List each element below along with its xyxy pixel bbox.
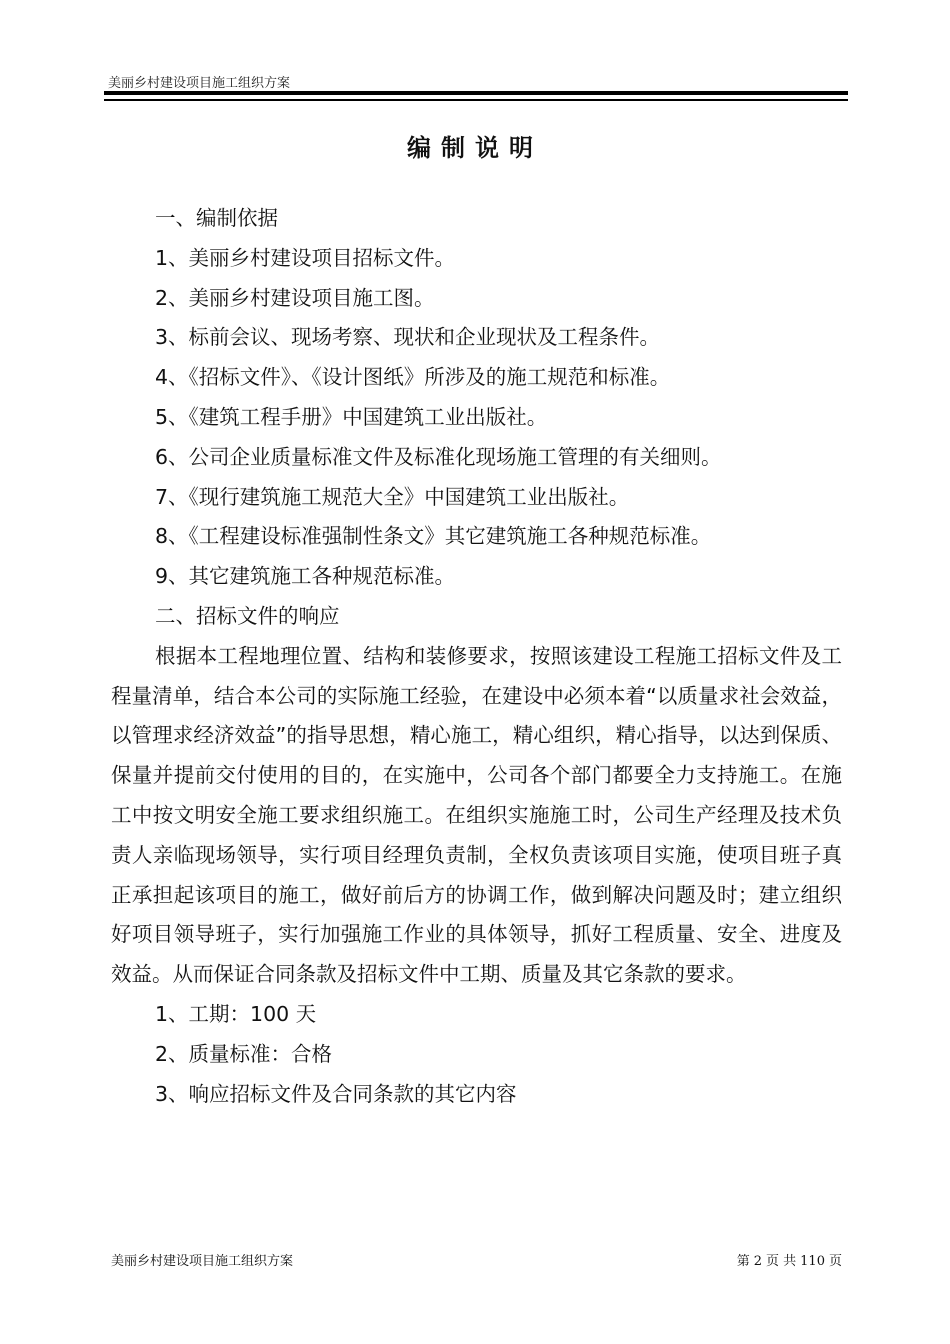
basis-item: 7、《现行建筑施工规范大全》中国建筑工业出版社。 <box>155 484 630 509</box>
document-title: 编制说明 <box>407 134 543 162</box>
basis-item: 5、《建筑工程手册》中国建筑工业出版社。 <box>155 404 548 429</box>
document-body <box>111 199 842 1114</box>
response-item: 3、响应招标文件及合同条款的其它内容 <box>155 1081 517 1106</box>
page-label-suffix: 页 <box>828 1254 842 1269</box>
response-item: 2、质量标准：合格 <box>155 1041 333 1066</box>
page-label-mid: 页 共 <box>766 1254 797 1269</box>
header-rule-thin <box>104 99 848 101</box>
section-heading-response: 二、招标文件的响应 <box>155 603 340 628</box>
basis-item: 6、公司企业质量标准文件及标准化现场施工管理的有关细则。 <box>155 444 722 469</box>
response-paragraph: 根据本工程地理位置、结构和装修要求，按照该建设工程施工招标文件及工程量清单，结合本公司的实际施工经验，在建设中必须本着“以质量求社会效益，以管理求经济效益”的指导思想，精心施工，精心组织，精心指导，以达到保质、保量并提前交付使用的目的，在实施中，公司各个部门都要全力支持施工。在施工中按文明安全施工要求组织施工。在组织实施施工时，公司生产经理及技术负责人亲临现场领导，实行项目经理负责制，全权负责该项目实施，使项目班子真正承担起该项目的施工，做好前后方的协调工作，做到解决问题及时；建立组织好项目领导班子，实行加强施工作业的具体领导，抓好工程质量、安全、进度及效益。从而保证合同条款及招标文件中工期、质量及其它条款的要求。 <box>111 643 842 987</box>
footer-page-info <box>733 1250 842 1269</box>
basis-item: 1、美丽乡村建设项目招标文件。 <box>155 245 456 270</box>
header-title: 美丽乡村建设项目施工组织方案 <box>108 76 291 91</box>
section-heading-basis: 一、编制依据 <box>155 206 278 230</box>
footer-title: 美丽乡村建设项目施工组织方案 <box>111 1254 294 1269</box>
basis-item: 4、《招标文件》、《设计图纸》所涉及的施工规范和标准。 <box>155 365 671 390</box>
total-pages: 110 <box>800 1254 825 1269</box>
response-item: 1、工期：100 天 <box>155 1001 317 1026</box>
basis-item: 9、其它建筑施工各种规范标准。 <box>155 564 456 589</box>
page-label-prefix: 第 <box>736 1254 750 1269</box>
basis-item: 8、《工程建设标准强制性条文》其它建筑施工各种规范标准。 <box>155 524 712 549</box>
basis-item: 2、美丽乡村建设项目施工图。 <box>155 285 435 310</box>
basis-item: 3、标前会议、现场考察、现状和企业现状及工程条件。 <box>155 325 661 350</box>
page-number: 2 <box>753 1254 763 1269</box>
header-rule-thick <box>104 91 848 95</box>
